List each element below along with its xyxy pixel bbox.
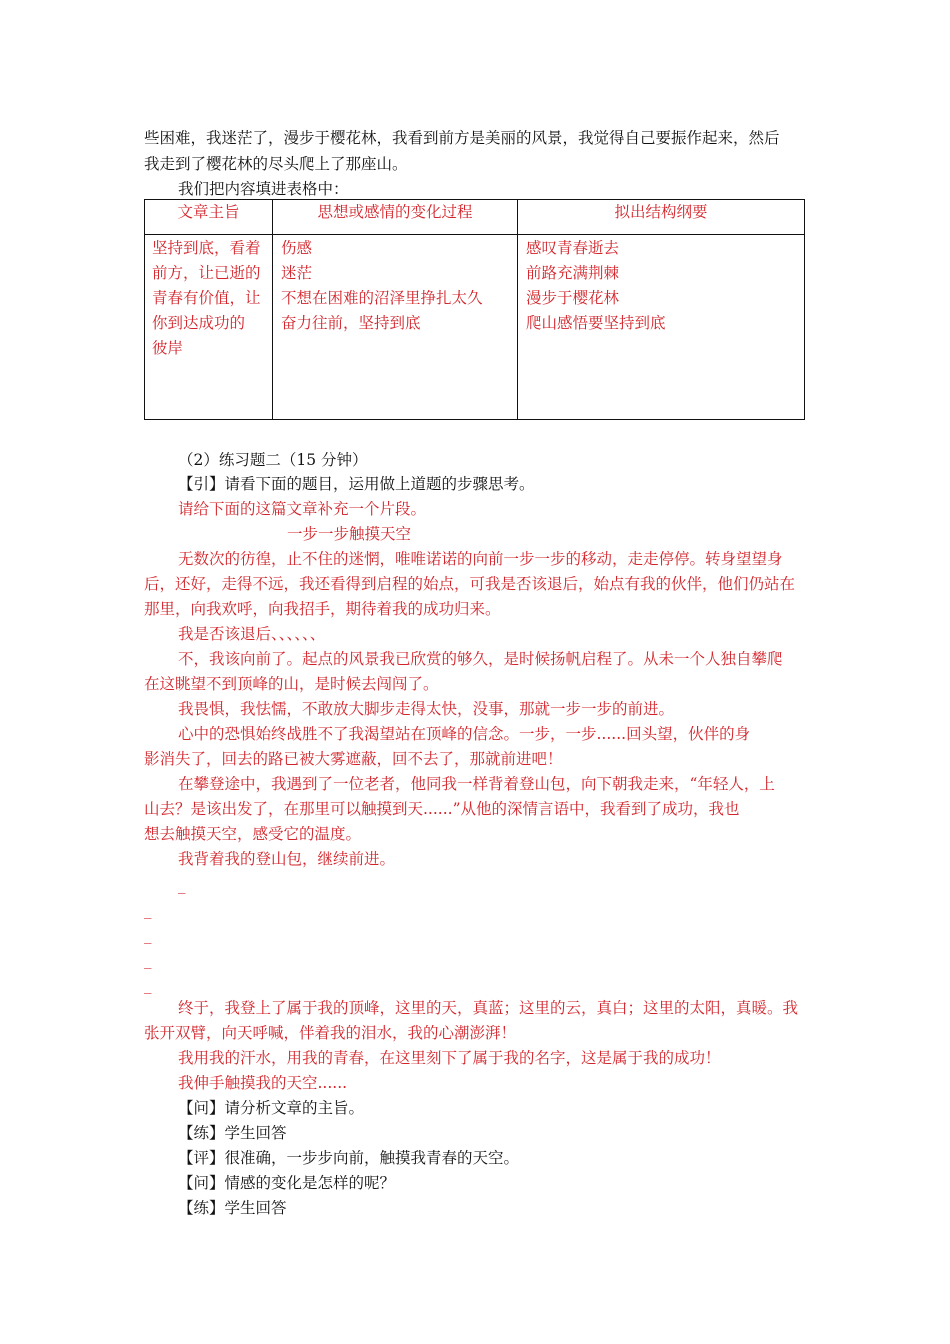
table-header-emotion: 思想或感情的变化过程 [317, 203, 473, 221]
ending-line: 我伸手触摸我的天空...... [178, 1074, 348, 1092]
theme-line: 彼岸 [152, 339, 184, 357]
table-cell-emotion [281, 236, 513, 336]
table-cell-theme [152, 236, 270, 361]
qa-line: 【练】学生回答 [178, 1199, 287, 1217]
essay-line: 我是否该退后、、、、、、 [178, 625, 326, 643]
table-border-col2 [517, 199, 518, 420]
outline-line: 漫步于樱花林 [526, 289, 620, 307]
qa-line: 【问】情感的变化是怎样的呢？ [178, 1174, 396, 1192]
theme-line: 前方，让已逝的 [152, 264, 261, 282]
emotion-line: 不想在困难的沼泽里挣扎太久 [281, 289, 483, 307]
blank-mark: _ [144, 976, 152, 994]
blank-mark: _ [144, 926, 152, 944]
essay-line: 在这眺望不到顶峰的山，是时候去闯闯了。 [144, 675, 439, 693]
qa-line: 【练】学生回答 [178, 1124, 287, 1142]
blank-mark: _ [178, 876, 186, 894]
essay-line: 在攀登途中，我遇到了一位老者，他同我一样背着登山包，向下朝我走来，“年轻人，上 [178, 775, 775, 793]
table-header-theme: 文章主旨 [177, 203, 240, 221]
essay-line: 影消失了，回去的路已被大雾遮蔽，回不去了，那就前进吧！ [144, 750, 563, 768]
intro-line-1: 些困难，我迷茫了，漫步于樱花林，我看到前方是美丽的风景，我觉得自己要振作起来，然后 [144, 129, 780, 147]
blank-mark: _ [144, 901, 152, 919]
table-border-bottom [144, 419, 805, 420]
essay-line: 那里，向我欢呼，向我招手，期待着我的成功归来。 [144, 600, 501, 618]
exercise-task: 请给下面的这篇文章补充一个片段。 [178, 500, 427, 518]
intro-line-2: 我走到了樱花林的尽头爬上了那座山。 [144, 155, 408, 173]
table-border-top [144, 199, 805, 200]
table-border-left [144, 199, 145, 420]
theme-line: 坚持到底，看着 [152, 239, 261, 257]
emotion-line: 伤感 [281, 239, 313, 257]
emotion-line: 奋力往前，坚持到底 [281, 314, 421, 332]
ending-line: 终于，我登上了属于我的顶峰，这里的天，真蓝；这里的云，真白；这里的太阳，真暖。我 [178, 999, 799, 1017]
table-header-outline: 拟出结构纲要 [614, 203, 708, 221]
qa-line: 【问】请分析文章的主旨。 [178, 1099, 365, 1117]
ending-line: 张开双臂，向天呼喊，伴着我的泪水，我的心潮澎湃！ [144, 1024, 517, 1042]
essay-line: 山去？是该出发了，在那里可以触摸到天......”从他的深情言语中，我看到了成功，我也 [144, 800, 740, 818]
essay-line: 我背着我的登山包，继续前进。 [178, 850, 396, 868]
table-cell-outline [526, 236, 796, 336]
exercise-title: （2）练习题二（15 分钟） [178, 451, 368, 469]
essay-line: 想去触摸天空，感受它的温度。 [144, 825, 362, 843]
table-border-col1 [272, 199, 273, 420]
exercise-yin: 【引】请看下面的题目，运用做上道题的步骤思考。 [178, 475, 535, 493]
essay-line: 心中的恐惧始终战胜不了我渴望站在顶峰的信念。一步，一步......回头望，伙伴的身 [178, 725, 751, 743]
blank-mark: _ [144, 951, 152, 969]
table-border-right [804, 199, 805, 420]
outline-line: 爬山感悟要坚持到底 [526, 314, 666, 332]
essay-line: 我畏惧，我怯懦，不敢放大脚步走得太快，没事，那就一步一步的前进。 [178, 700, 675, 718]
theme-line: 你到达成功的 [152, 314, 246, 332]
essay-line: 不，我该向前了。起点的风景我已欣赏的够久，是时候扬帆启程了。从未一个人独自攀爬 [178, 650, 783, 668]
table-border-header [144, 234, 805, 235]
essay-line: 无数次的彷徨，止不住的迷惘，唯唯诺诺的向前一步一步的移动，走走停停。转身望望身 [178, 550, 783, 568]
essay-line: 后，还好，走得不远，我还看得到启程的始点，可我是否该退后，始点有我的伙伴，他们仍站在 [144, 575, 796, 593]
essay-title: 一步一步触摸天空 [287, 525, 412, 543]
ending-line: 我用我的汗水，用我的青春，在这里刻下了属于我的名字，这是属于我的成功！ [178, 1049, 721, 1067]
emotion-line: 迷茫 [281, 264, 313, 282]
outline-line: 感叹青春逝去 [526, 239, 620, 257]
outline-line: 前路充满荆棘 [526, 264, 620, 282]
qa-line: 【评】很准确，一步步向前，触摸我青春的天空。 [178, 1149, 520, 1167]
theme-line: 青春有价值，让 [152, 289, 261, 307]
intro-line-3: 我们把内容填进表格中： [178, 180, 349, 198]
